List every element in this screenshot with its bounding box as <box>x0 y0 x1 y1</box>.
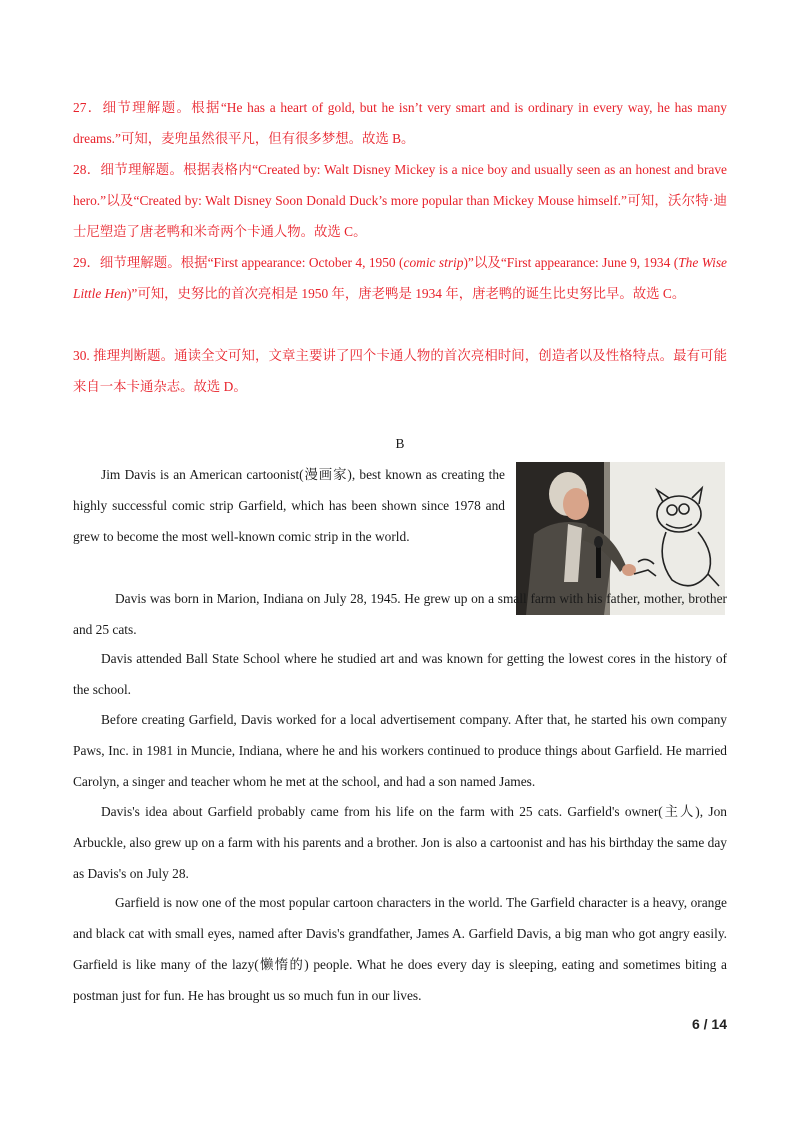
passage-paragraph-2-text: Davis was born in Marion, Indiana on July 28, 1945. He grew up on a small farm with his father, mother, brother and 25 cats. <box>73 591 727 637</box>
answer-27-text: 27．细节理解题。根据“He has a heart of gold, but he isn’t very smart and is ordinary in every way, he has many dreams.”可知，麦兜虽然很平凡，但有很多梦想。故选 B。 <box>73 100 727 146</box>
passage-paragraph-3 <box>73 643 727 705</box>
answer-29-italic-1: comic strip <box>403 255 464 270</box>
passage-paragraph-2 <box>73 583 727 645</box>
answer-29 <box>73 247 727 309</box>
passage-paragraph-1 <box>73 459 505 552</box>
passage-paragraph-3-text: Davis attended Ball State School where he studied art and was known for getting the lowest cores in the history of the school. <box>73 651 727 697</box>
answer-28 <box>73 154 727 247</box>
answer-29-text-1: 29．细节理解题。根据“First appearance: October 4, 1950 ( <box>73 255 404 270</box>
passage-paragraph-5 <box>73 796 727 889</box>
answer-28-text: 28．细节理解题。根据表格内“Created by: Walt Disney Mickey is a nice boy and usually seen as an honest and brave hero.”以及“Created by: Walt Disney Soon Donald Duck’s more popular than Mickey Mouse himself.”可知，沃尔特·迪士尼塑造了唐老鸭和米奇两个卡通人物。故选 C。 <box>73 162 727 239</box>
section-label: B <box>395 436 405 451</box>
answer-29-text-2: )”以及“First appearance: June 9, 1934 ( <box>463 255 679 270</box>
passage-paragraph-1-text: Jim Davis is an American cartoonist(漫画家), best known as creating the highly successful comic strip Garfield, which has been shown since 1978 and grew to become the most well-known comic strip in the world. <box>73 467 505 544</box>
answer-29-italic-2: The Wise Little Hen <box>73 255 727 301</box>
answer-30-text: 30. 推理判断题。通读全文可知，文章主要讲了四个卡通人物的首次亮相时间，创造者以及性格特点。最有可能来自一本卡通杂志。故选 D。 <box>73 348 727 394</box>
answer-29-text-3: )”可知，史努比的首次亮相是 1950 年，唐老鸭是 1934 年，唐老鸭的诞生比史努比早。故选 C。 <box>126 286 686 301</box>
passage-paragraph-6 <box>73 887 727 1011</box>
passage-paragraph-4 <box>73 704 727 797</box>
answer-27 <box>73 92 727 154</box>
passage-paragraph-4-text: Before creating Garfield, Davis worked for a local advertisement company. After that, he started his own company Paws, Inc. in 1981 in Muncie, Indiana, where he and his workers continued to produce things about Garfield. He married Carolyn, a singer and teacher whom he met at the school, and had a son named James. <box>73 712 727 789</box>
passage-paragraph-5-text: Davis's idea about Garfield probably came from his life on the farm with 25 cats. Garfield's owner(主人), Jon Arbuckle, also grew up on a farm with his parents and a brother. Jon is also a cartoonist and has his birthday the same day as Davis's on July 28. <box>73 804 727 881</box>
passage-paragraph-6-text: Garfield is now one of the most popular cartoon characters in the world. The Garfield character is a heavy, orange and black cat with small eyes, named after Davis's grandfather, James A. Garfield Davis, a big man who got angry easily. Garfield is like many of the lazy(懒惰的) people. What he does every day is sleeping, eating and sometimes biting a postman just for fun. He has brought us so much fun in our lives. <box>73 895 727 1003</box>
page-number: 6 / 14 <box>691 1016 727 1032</box>
answer-30 <box>73 340 727 402</box>
